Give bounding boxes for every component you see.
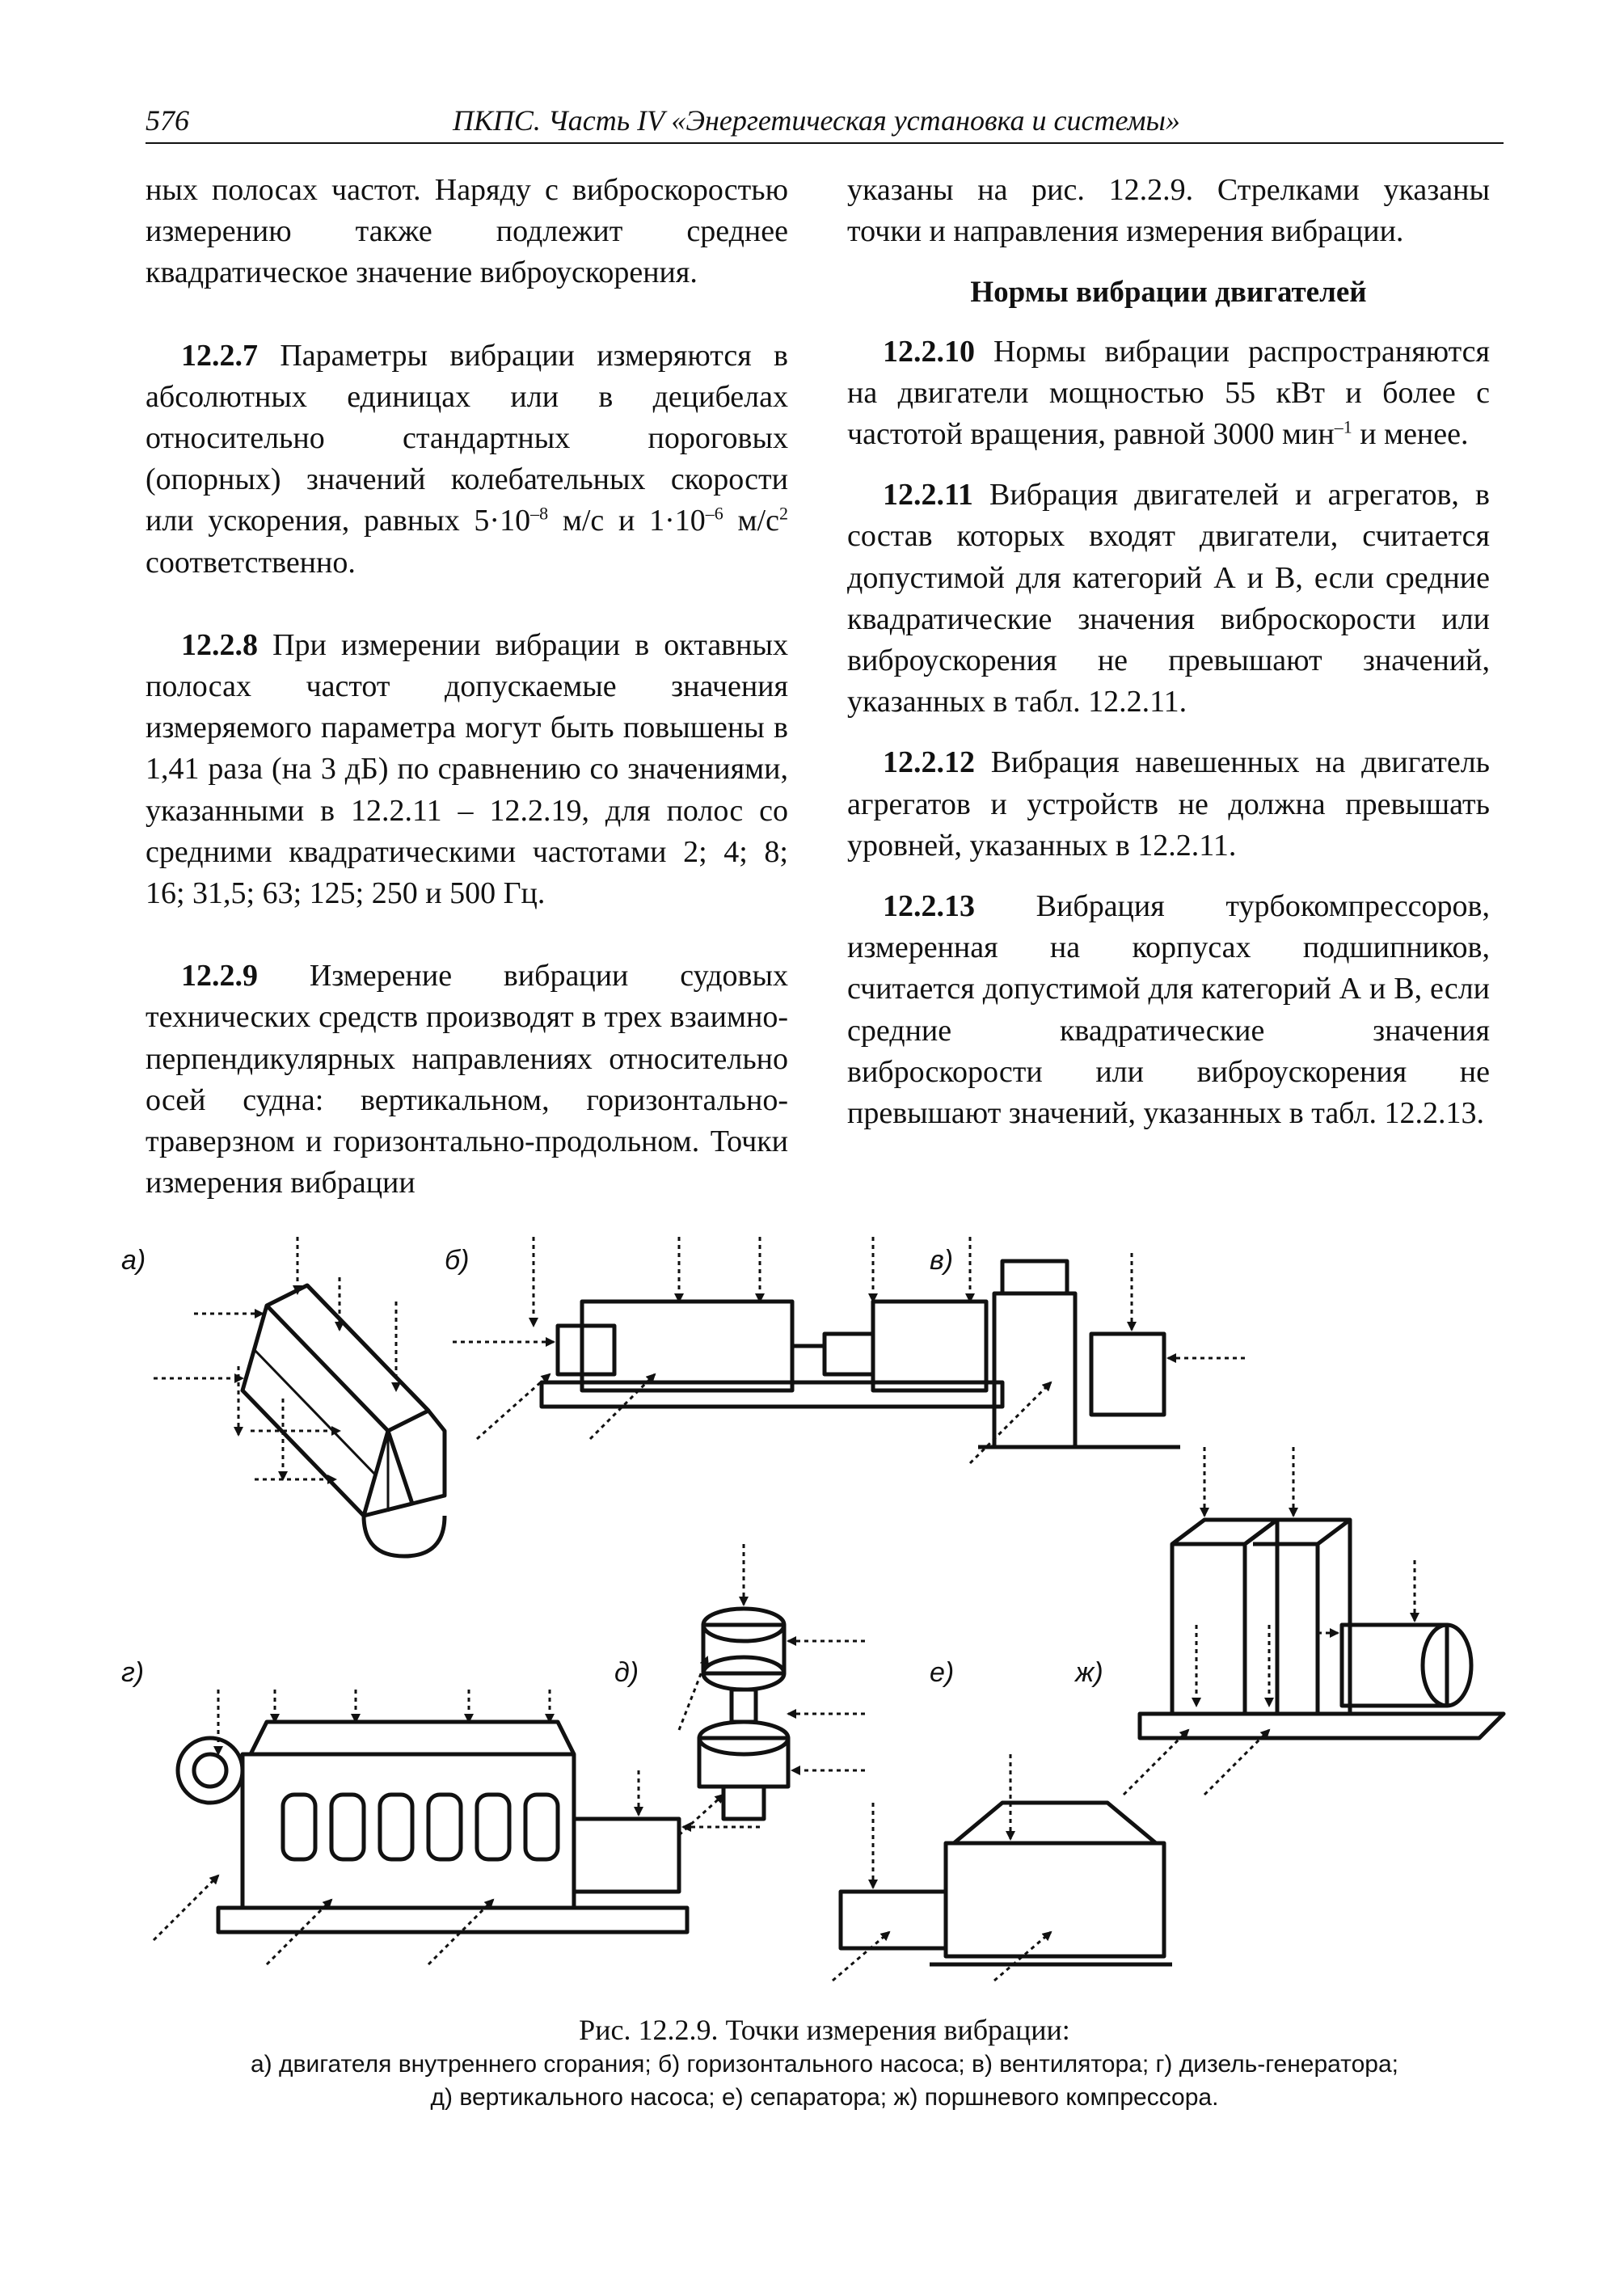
drawing-g-compressor: [1140, 1520, 1504, 1738]
paragraph-12-2-7: 12.2.7 Параметры вибрации измеряются в абсолютных единицах или в децибелах относительно стандартных пороговых (опорных) значений колебательных скорости или ускорения, равных $5\cdot 10^{-8}$ м/с и $1\cdot 10^{-6}$ $м/с^2$ соответственно.: [146, 338, 788, 580]
paragraph-12-2-11: 12.2.11 Вибрация двигателей и агрегатов, в состав которых входят двигатели, считается допустимой для категорий А и В, если средние квадратические значения виброскорости или виброускорения не превышают значений, указанных в табл. 12.2.11.: [847, 478, 1490, 719]
figure-drawings: [121, 1237, 1512, 1997]
arrows-e: [679, 1544, 865, 1835]
label-b: б): [445, 1245, 470, 1276]
paragraph-12-2-9: 12.2.9 Измерение вибрации судовых технических средств производят в трех взаимно-перпендикулярных направлениях относительно осей судна: вертикальном, горизонтально-траверзном и горизонтально-продольном. Точки измерения вибрации: [146, 959, 788, 1200]
drawing-e-vertical-pump: [699, 1609, 788, 1819]
drawing-a-engine: [243, 1285, 445, 1556]
label-g: ж): [1075, 1657, 1103, 1688]
drawing-f-separator: [841, 1803, 1172, 1964]
drawing-d-diesel-generator: [178, 1722, 687, 1932]
running-header: [146, 102, 1504, 144]
drawing-c-fan: [978, 1261, 1180, 1447]
right-column: [847, 170, 1490, 1134]
figure-caption-line2: д) вертикального насоса; е) сепаратора; ж) поршневого компрессора.: [430, 2084, 1219, 2111]
label-e: д): [614, 1657, 639, 1688]
paragraph-12-2-10: 12.2.10 Нормы вибрации распространяются на двигатели мощностью 55 кВт и более с частотой вращения, равной 3000 мин$^{-1}$ и менее.: [847, 334, 1490, 452]
page-number: 576: [146, 104, 189, 137]
label-f: е): [930, 1657, 955, 1688]
figure-vibration-points: [121, 1237, 1512, 1997]
paragraph-continuation-right: указаны на рис. 12.2.9. Стрелками указаны точки и направления измерения вибрации.: [847, 173, 1490, 249]
figure-caption-title: Рис. 12.2.9. Точки измерения вибрации:: [579, 2014, 1070, 2046]
label-c: в): [930, 1245, 954, 1276]
paragraph-continuation: ных полосах частот. Наряду с виброскоростью измерению также подлежит среднее квадратическое значение виброускорения.: [146, 173, 788, 290]
label-a: а): [121, 1245, 146, 1276]
paragraph-12-2-12: 12.2.12 Вибрация навешенных на двигатель агрегатов и устройств не должна превышать уровней, указанных в 12.2.11.: [847, 745, 1490, 863]
drawing-b-pump: [542, 1302, 1002, 1407]
section-heading: Нормы вибрации двигателей: [970, 276, 1367, 310]
paragraph-12-2-13: 12.2.13 Вибрация турбокомпрессоров, измеренная на корпусах подшипников, считается допустимой для категорий А и В, если средние квадратические значения виброскорости или виброускорения не превышают значений, указанных в табл. 12.2.13.: [847, 889, 1490, 1131]
label-d: г): [121, 1657, 145, 1688]
arrows-g: [1124, 1447, 1415, 1795]
figure-caption-line1: а) двигателя внутреннего сгорания; б) горизонтального насоса; в) вентилятора; г) дизель-генератора;: [251, 2051, 1398, 2078]
arrows-a: [154, 1237, 396, 1479]
arrows-c: [970, 1253, 1245, 1463]
paragraph-12-2-8: 12.2.8 При измерении вибрации в октавных полосах частот допускаемые значения измеряемого параметра могут быть повышены в 1,41 раза (на 3 дБ) по сравнению со значениями, указанными в 12.2.11 – 12.2.19, для полос со средними квадратическими частотами 2; 4; 8; 16; 31,5; 63; 125; 250 и 500 Гц.: [146, 627, 788, 911]
left-column: [146, 170, 788, 1204]
running-title: ПКПС. Часть IV «Энергетическая установка и системы»: [453, 104, 1180, 137]
